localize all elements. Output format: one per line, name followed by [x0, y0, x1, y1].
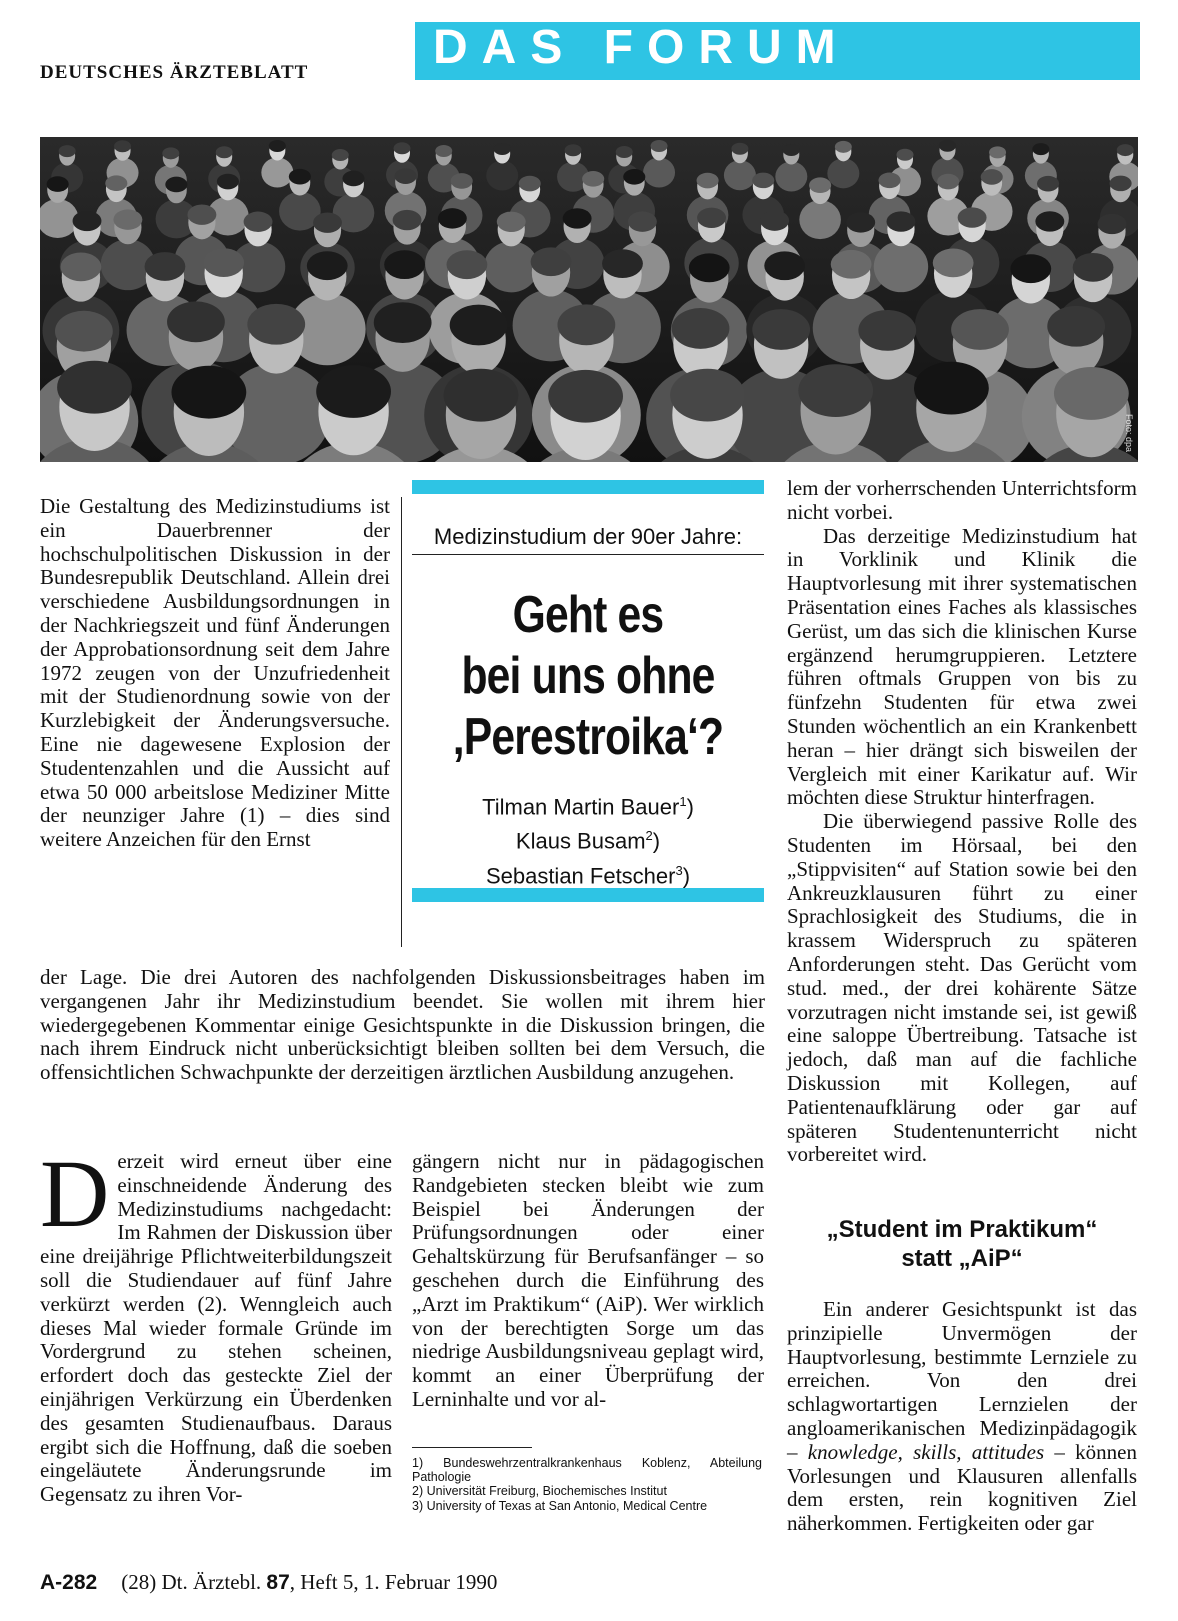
audience-illustration [40, 137, 1138, 462]
box-bottom-bar [412, 888, 764, 902]
right-column [787, 477, 1137, 1167]
drop-cap: D [40, 1140, 110, 1247]
headline-line-2: bei uns ohne [461, 647, 715, 705]
box-divider [401, 497, 402, 947]
authors [412, 787, 764, 890]
headline-line-1: Geht es [512, 586, 664, 644]
headline-line-3: ‚Perestroika‘? [452, 708, 724, 766]
right-paragraph-4: Ein anderer Gesichtspunkt ist das prinzipielle Unvermögen der Hauptvorlesung, bestimmte Lernziele zu erreichen. Von den drei schlagwortartigen Lernzielen der angloamerikanischen Medizinpädagogik – knowledge, skills, attitudes – können Vorlesungen und Klausuren allenfalls dem ersten, rein kognitiven Ziel näherkommen. Fertigkeiten oder gar [787, 1297, 1138, 1536]
body-column-2 [412, 1150, 764, 1412]
footnote-3: 3) University of Texas at San Antonio, Medical Centre [412, 1498, 708, 1513]
intro-text [40, 495, 390, 852]
section-banner-label: DAS FORUM [433, 21, 850, 74]
journal-title: DEUTSCHES ÄRZTEBLATT [40, 62, 309, 83]
intro-text-wide [40, 966, 765, 1085]
author-1: Tilman Martin Bauer$^1$) [482, 794, 694, 820]
footnotes [412, 1456, 762, 1513]
subheading-line-2: statt „AiP“ [901, 1245, 1023, 1272]
kicker: Medizinstudium der 90er Jahre: [412, 524, 764, 555]
footnote-2: 2) Universität Freiburg, Biochemisches Institut [412, 1484, 667, 1499]
right-column-lower [787, 1298, 1137, 1536]
author-3: Sebastian Fetscher$^3$) [485, 862, 691, 888]
intro-paragraph-continued: der Lage. Die drei Autoren des nachfolgenden Diskussionsbeitrages haben im vergangenen Jahr ihr Medizinstudium beendet. Sie wollen mit ihrem hier wiedergegebenen Kommentar einige Gesichtspunkte in die Diskussion bringen, die nach ihrem Eindruck nicht unberücksichtigt bleiben sollten bei dem Versuch, die offensichtlichen Schwachpunkte der derzeitigen ärztlichen Ausbildung anzugehen. [40, 965, 765, 1085]
citation-rest: , Heft 5, 1. Februar 1990 [289, 1570, 498, 1594]
body-text-2: gängern nicht nur in pädagogischen Randgebieten stecken bleibt wie zum Beispiel bei Änderungen der Prüfungsordnungen oder einer Gehaltskürzung für Berufsanfänger – so geschehen durch die Einführung des „Arzt im Praktikum“ (AiP). Wer wirklich von der berechtigten Sorge um das niedrige Ausbildungsniveau geplagt wird, kommt an einer Überprüfung der Lerninhalte und vor al- [412, 1149, 764, 1411]
page-footer [40, 1570, 497, 1595]
right-paragraph-1: lem der vorherrschenden Unterrichtsform nicht vorbei. [787, 476, 1137, 524]
section-banner [415, 22, 1140, 80]
body-text-1: erzeit wird erneut über eine einschneidende Änderung des Medizinstudiums nachgedacht: Im Rahmen der Diskussion über eine dreijährige Pflichtweiterbildungszeit soll die Studiendauer auf fünf Jahre verkürzt werden (2). Wenngleich auch dieses Mal wieder formale Gründe im Vordergrund zu stehen scheinen, erfordert doch das gesteckte Ziel der einjährigen Verkürzung ein Überdenken des gesamten Studienaufbaus. Daraus ergibt sich die Hoffnung, daß die soeben eingeläutete Änderungsrunde im Gegensatz zu ihren Vor- [40, 1149, 392, 1507]
footnote-1: 1) Bundeswehrzentralkrankenhaus Koblenz, Abteilung Pathologie [412, 1456, 762, 1485]
volume: 87 [266, 1571, 290, 1594]
footnote-rule [412, 1447, 532, 1448]
subheading-line-1: „Student im Praktikum“ [826, 1216, 1098, 1243]
author-2: Klaus Busam$^2$) [515, 828, 661, 854]
right-paragraph-2: Das derzeitige Medizinstudium hat in Vorklinik und Klinik die Hauptvorlesung mit ihrer systematischen Präsentation eines Faches als klassisches Gerüst, um das sich die klinischen Kurse ergänzend herumgruppieren. Letztere führen oftmals Gruppen von bis zu fünfzehn Studenten für etwa zwei Stunden wöchentlich an ein Krankenbett heran – hier drängt sich bisweilen der Vergleich mit einer Karikatur auf. Wir möchten diese Struktur hinterfragen. [787, 523, 1137, 810]
intro-paragraph: Die Gestaltung des Medizinstudiums ist ein Dauerbrenner der hochschulpolitischen Diskussion in der Bundesrepublik Deutschland. Allein drei verschiedene Ausbildungsordnungen in der Nachkriegszeit und fünf Änderungen der Approbationsordnung seit dem Jahre 1972 zeugen von der Unzufriedenheit mit der Studienordnung sowie von der Kurzlebigkeit der Änderungsversuche. Eine nie dagewesene Explosion der Studentenzahlen und die Aussicht auf etwa 50 000 arbeitslose Mediziner Mitte der neunziger Jahre (1) – dies sind weitere Anzeichen für den Ernst [40, 494, 390, 852]
body-column-1 [40, 1140, 392, 1507]
right-paragraph-3: Die überwiegend passive Rolle des Studenten im Hörsaal, bei den „Stippvisiten“ auf Station sowie bei den Ankreuzklausuren führt zu einer Sprachlosigkeit des Studiums, die in krassem Widerspruch zu späteren Anforderungen steht. Das Gerücht vom stud. med., der drei kohärente Sätze vorzutragen nicht imstande sei, ist gewiß eine saloppe Übertreibung. Tatsache ist jedoch, daß man auf die fachliche Diskussion mit Kollegen, auf Patientenaufklärung oder gar auf späteren Studentenunterricht nicht vorbereitet wird. [787, 809, 1137, 1167]
lecture-hall-photo [40, 137, 1138, 462]
photo-credit: Foto: dpa [1124, 413, 1134, 452]
headline [438, 585, 738, 768]
citation: (28) Dt. Ärztebl. [121, 1570, 267, 1594]
page-number: A-282 [40, 1571, 98, 1594]
subheading [787, 1215, 1137, 1273]
box-top-bar [412, 480, 764, 494]
